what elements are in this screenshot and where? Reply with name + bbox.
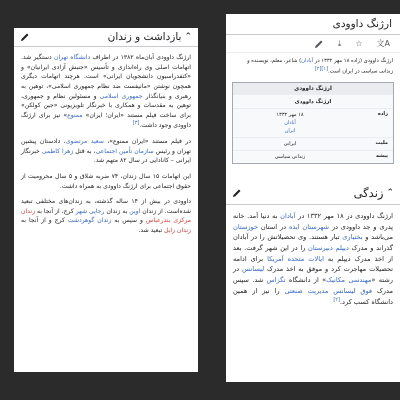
link-izeh[interactable]: شهرستان ایذه	[288, 222, 329, 231]
infobox-value: ۱۸ مهر ۱۳۳۲ آبادان ایران	[276, 112, 304, 135]
infobox-header: ارژنگ داوودی	[233, 83, 393, 95]
link-bandar-abbas-prison[interactable]: زندان مرکزی بندرعباس	[21, 207, 192, 225]
infobox	[232, 82, 394, 164]
life-section-body: ارژنگ داوودی در ۱۸ مهر ۱۳۳۲ در آبادان به دنیا آمد. خانه پدری و جد داوودی در شهرستان ایذه در استان خوزستان می‌باشد و بختیاری تبار هستند. وی تحصیلاتش را در آبادان گذراند و مدرک دیپلم دبیرستان را در این شهر گرفت. بعد از اخذ مدرک دیپلم به ایالات متحده آمریکا برای ادامه تحصیلات مهاجرت کرد و موفق به اخذ مدرک لیسانس در رشته «مهندسی مکانیک» از دانشگاه تگزاس شد. سپس مدرک فوق لیسانس مدیریت صنعتی را نیز از همین دانشگاه کسب کرد.[۲]	[233, 212, 394, 307]
link-banned[interactable]: ممنوع	[67, 111, 83, 119]
infobox-name: ارژنگ داوودی	[294, 99, 332, 106]
link-social-security[interactable]: سازمان تأمین اجتماعی	[95, 147, 154, 155]
life-section-title-text: زندگی	[353, 186, 384, 200]
edit-pencil-icon[interactable]	[20, 32, 30, 42]
life-section-title[interactable]	[354, 186, 394, 200]
life-section-header[interactable]	[226, 182, 400, 205]
link-zabol-prison[interactable]: زندان زابل	[164, 227, 191, 235]
link-diploma[interactable]: دیپلم دبیرستان	[308, 244, 349, 253]
bookmark-star-icon[interactable]: ☆	[355, 39, 363, 48]
infobox-value: زندانی سیاسی	[274, 154, 306, 161]
chevron-up-icon[interactable]: ⌃	[184, 32, 192, 42]
chevron-up-icon[interactable]: ⌃	[386, 188, 394, 198]
arrest-section-header[interactable]	[14, 28, 198, 47]
download-icon[interactable]: ⤓	[337, 38, 342, 48]
link-islamic-republic[interactable]: جمهوری اسلامی	[99, 92, 143, 100]
reference-link[interactable]: [۳]	[132, 120, 140, 127]
link-evin[interactable]: اوین	[129, 207, 141, 215]
language-icon[interactable]: 文A	[376, 39, 390, 48]
reference-link[interactable]: [۱][۲]	[314, 66, 329, 73]
paragraph: در فیلم مستند «ایران ممنوع»، سعید مرتضوی، دادستان پیشین تهران و رئیس سازمان تأمین اجتماعی، به قتل زهرا کاظمی خبرنگار ایرانی – کانادایی در سال ۸۲ متهم شد.	[21, 138, 192, 165]
reference-link[interactable]: [۲]	[333, 297, 340, 304]
link-rajai-shahr[interactable]: رجایی شهر	[75, 207, 105, 215]
paragraph: ارژنگ داوودی آبان‌ماه ۱۳۸۲ در اطراف دانشگاه تهران دستگیر شد. اتهامات اصلی وی راه‌اندازی و تأسیس «جنبش آزادی ایرانیان» و «کنفدراسیون دانشجویان ایرانی» است. هرچند اتهامات دیگری همچون نوشتن «مانیفست ضد نظام جمهوری اسلامی»، توهین به رهبری و بنیانگذار جمهوری اسلامی و مسئولین نظام و جمهوری، توهین به مقدسات و همکاری با خبرنگار تلویزیونی «جین کولکن» برای ساخت فیلم مستند «ایران؛ ایران» ممنوع» نیز برای ارژنگ داوودی وجود داشت.[۳]	[21, 54, 191, 130]
arrest-section-card	[14, 28, 198, 372]
link-industrial-management[interactable]: فوق لیسانس مدیریت صنعتی	[284, 286, 372, 295]
infobox-row-occupation	[233, 150, 393, 163]
link-bakhtiari[interactable]: بختیاری	[342, 233, 363, 242]
page-toolbar	[226, 35, 400, 53]
link-saeed-mortazavi[interactable]: سعید مرتضوی	[65, 138, 104, 146]
link-iran[interactable]: ایران	[284, 128, 296, 135]
lead-paragraph: ارژنگ داوودی (زاده ۱۸ مهر ۱۳۳۲ در آبادان) شاعر، معلم، نویسنده و زندانی سیاسی در ایران است.[۱][۲]	[247, 58, 393, 76]
link-gohardasht[interactable]: زندان گوهردشت	[67, 217, 112, 225]
life-section-card	[226, 182, 400, 382]
page-title: ارژنگ داوودی	[226, 14, 400, 35]
link-usa[interactable]: ایالات متحده آمریکا	[267, 254, 324, 263]
infobox-row-nationality	[233, 137, 393, 150]
link-tehran-university[interactable]: دانشگاه تهران	[53, 54, 91, 61]
link-bachelor[interactable]: لیسانس	[242, 265, 265, 274]
infobox-value: ایرانی	[283, 141, 297, 148]
link-abadan[interactable]: آبادان	[280, 212, 296, 220]
infobox-label: زاده	[377, 111, 388, 118]
arrest-section-title[interactable]	[108, 31, 192, 43]
edit-pencil-icon[interactable]	[314, 39, 324, 49]
article-top-card	[226, 14, 400, 194]
edit-pencil-icon[interactable]	[232, 188, 242, 198]
link-abadan[interactable]: آبادان	[301, 58, 314, 64]
infobox-label: ملیت	[375, 140, 388, 147]
link-mechanical-engineering[interactable]: مهندسی مکانیک	[326, 276, 372, 285]
infobox-label: پیشه	[375, 153, 388, 160]
infobox-row-born	[233, 108, 393, 137]
paragraph: این اتهامات ۱۵ سال زندان، ۷۴ ضربه شلاق و ۵ سال محرومیت از حقوق اجتماعی برای ارژنگ داوودی به همراه داشت.	[21, 172, 191, 190]
link-texas[interactable]: تگزاس	[266, 276, 286, 285]
link-khuzestan[interactable]: خوزستان	[233, 222, 259, 231]
paragraph: داوودی در بیش از ۱۴ ساله گذشته، به زندان‌های مختلفی تبعید شده‌است. از زندان اوین به زندان رجایی شهر کرج، از آنجا به زندان مرکزی بندرعباس و سپس به زندان گوهردشت کرج و از آنجا به زندان زابل تبعید شد.	[21, 198, 192, 235]
link-zahra-kazemi[interactable]: زهرا کاظمی	[41, 147, 74, 155]
arrest-section-body	[14, 47, 198, 246]
arrest-section-title-text: بازداشت و زندان	[107, 31, 182, 43]
link-abadan[interactable]: آبادان	[284, 120, 296, 127]
